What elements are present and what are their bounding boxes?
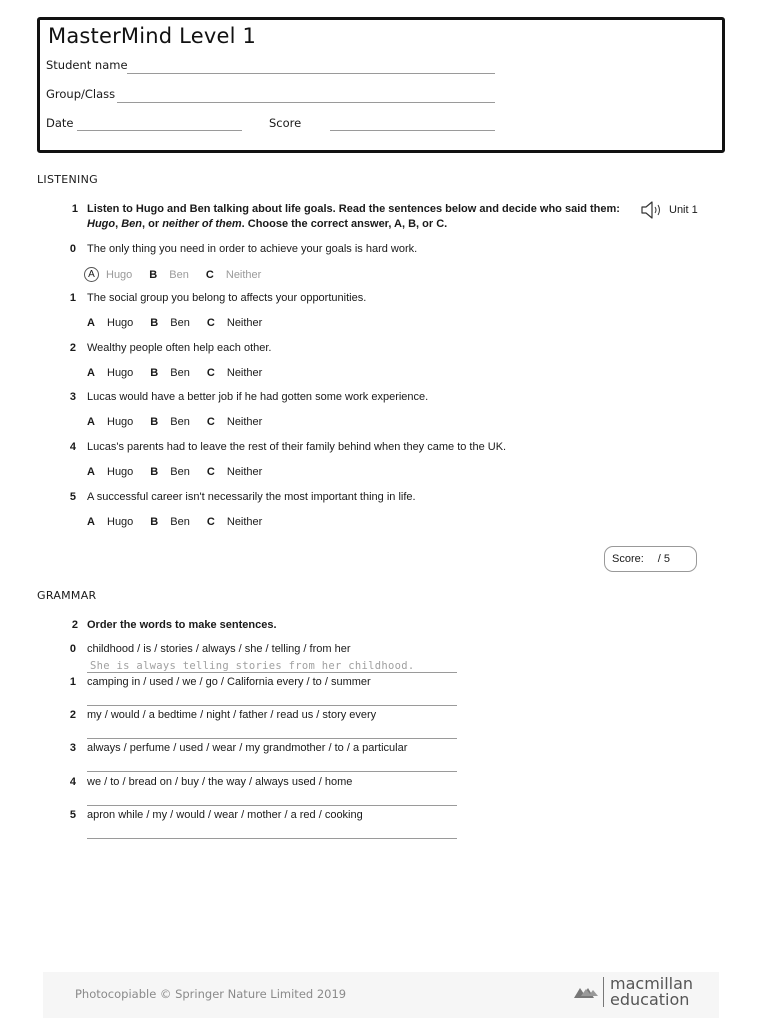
option-value: Hugo — [106, 268, 133, 281]
option-letter: A — [87, 516, 95, 528]
option-letter: C — [206, 466, 215, 478]
group-class-label: Group/Class — [46, 87, 116, 101]
option-c[interactable] — [207, 317, 262, 329]
listening-section-title: LISTENING — [37, 173, 98, 186]
score-label: Score: — [612, 553, 644, 565]
grammar-item-text: childhood / is / stories / always / she / telling / from her — [87, 643, 351, 655]
option-b[interactable] — [150, 416, 190, 428]
page-footer — [43, 972, 719, 1018]
audio-track[interactable] — [641, 201, 698, 219]
copyright-text: Photocopiable © Springer Nature Limited 2019 — [75, 987, 347, 1001]
instruction-sep2: , or — [142, 218, 163, 230]
grammar-item-text: we / to / bread on / buy / the way / always used / home — [87, 776, 353, 788]
answer-line[interactable] — [87, 838, 457, 839]
option-c[interactable] — [207, 466, 262, 478]
score-total: / 5 — [657, 553, 671, 565]
listening-item-text: A successful career isn't necessarily the most important thing in life. — [87, 491, 416, 503]
option-letter: B — [150, 466, 159, 478]
option-letter: C — [205, 268, 214, 281]
option-value: Ben — [169, 268, 189, 281]
option-letter: B — [150, 416, 159, 428]
option-letter: B — [150, 516, 159, 528]
instruction-ben: Ben — [121, 218, 143, 230]
listening-item-number: 3 — [69, 391, 76, 403]
brand-line1: macmillan — [610, 974, 694, 993]
student-name-field[interactable] — [127, 73, 495, 74]
option-c[interactable] — [207, 516, 262, 528]
option-letter: C — [206, 317, 215, 329]
option-value: Hugo — [107, 516, 134, 528]
grammar-item-text: my / would / a bedtime / night / father / read us / story every — [87, 709, 377, 721]
option-value: Ben — [170, 466, 190, 478]
listening-item-text: Lucas's parents had to leave the rest of their family behind when they came to the UK. — [87, 441, 507, 453]
answer-line[interactable] — [87, 771, 457, 772]
option-b[interactable] — [150, 317, 190, 329]
option-b[interactable] — [150, 466, 190, 478]
option-a-example — [84, 267, 132, 282]
option-value: Neither — [226, 466, 263, 478]
option-letter: A — [87, 317, 95, 329]
grammar-item-text: camping in / used / we / go / California every / to / summer — [87, 676, 371, 688]
option-b[interactable] — [150, 516, 190, 528]
logo-divider — [603, 977, 604, 1007]
option-letter: A — [87, 416, 95, 428]
page-title: MasterMind Level 1 — [48, 24, 257, 48]
option-a[interactable] — [87, 466, 133, 478]
score-label: Score — [269, 116, 302, 130]
listening-item-text: The social group you belong to affects your opportunities. — [87, 292, 367, 304]
option-value: Neither — [226, 516, 263, 528]
listening-instruction — [87, 202, 632, 232]
grammar-section-title: GRAMMAR — [37, 589, 97, 602]
option-value: Ben — [170, 416, 190, 428]
option-a[interactable] — [87, 367, 133, 379]
option-value: Ben — [170, 367, 190, 379]
instruction-rest: . Choose the correct answer, A, B, or C. — [241, 218, 448, 230]
macmillan-logo — [573, 976, 693, 1008]
option-letter: B — [149, 268, 158, 281]
listening-options-example — [84, 267, 278, 282]
brand-line2: education — [610, 990, 690, 1009]
listening-question-number: 1 — [71, 203, 78, 215]
grammar-item-number: 5 — [69, 809, 76, 821]
date-label: Date — [46, 116, 74, 130]
example-answer: She is always telling stories from her childhood. — [90, 660, 415, 672]
option-value: Neither — [226, 317, 263, 329]
option-value: Ben — [170, 516, 190, 528]
listening-item-number: 2 — [69, 342, 76, 354]
option-c[interactable] — [207, 416, 262, 428]
score-field[interactable] — [330, 130, 495, 131]
option-c-example — [206, 267, 261, 282]
circled-answer-a: A — [84, 267, 99, 282]
grammar-item-text: always / perfume / used / wear / my grandmother / to / a particular — [87, 742, 408, 754]
student-info-box — [37, 17, 725, 153]
option-letter: B — [150, 367, 159, 379]
listening-options — [87, 416, 279, 428]
option-letter: C — [206, 367, 215, 379]
grammar-item-number: 2 — [69, 709, 76, 721]
option-a[interactable] — [87, 317, 133, 329]
audio-label: Unit 1 — [669, 204, 698, 216]
speaker-icon — [641, 201, 663, 219]
listening-options — [87, 466, 279, 478]
brand-name — [610, 976, 693, 1008]
instruction-sep1: , — [115, 218, 122, 230]
answer-line-example — [87, 672, 457, 673]
grammar-item-text: apron while / my / would / wear / mother / a red / cooking — [87, 809, 363, 821]
option-b[interactable] — [150, 367, 190, 379]
student-name-label: Student name — [46, 58, 128, 72]
option-a[interactable] — [87, 516, 133, 528]
listening-item-text: The only thing you need in order to achieve your goals is hard work. — [87, 243, 418, 255]
date-field[interactable] — [77, 130, 242, 131]
listening-options — [87, 367, 279, 379]
answer-line[interactable] — [87, 705, 457, 706]
option-value: Neither — [226, 367, 263, 379]
option-value: Neither — [226, 416, 263, 428]
option-letter: B — [150, 317, 159, 329]
option-value: Ben — [170, 317, 190, 329]
option-a[interactable] — [87, 416, 133, 428]
option-value: Neither — [225, 268, 262, 281]
grammar-instruction: Order the words to make sentences. — [87, 619, 277, 631]
option-letter: A — [87, 466, 95, 478]
instruction-hugo: Hugo — [87, 218, 116, 230]
option-letter: C — [206, 416, 215, 428]
listening-score-box[interactable] — [604, 546, 697, 572]
option-b-example — [149, 267, 189, 282]
grammar-item-number: 3 — [69, 742, 76, 754]
listening-item-number: 5 — [69, 491, 76, 503]
option-value: Hugo — [107, 466, 134, 478]
grammar-item-number: 4 — [69, 776, 76, 788]
grammar-item-number: 1 — [69, 676, 76, 688]
instruction-neither: neither of them — [162, 218, 242, 230]
listening-item-number: 1 — [69, 292, 76, 304]
option-letter: A — [87, 367, 95, 379]
option-value: Hugo — [107, 367, 134, 379]
option-value: Hugo — [107, 416, 134, 428]
listening-options — [87, 516, 279, 528]
option-letter: C — [206, 516, 215, 528]
answer-line[interactable] — [87, 738, 457, 739]
option-c[interactable] — [207, 367, 262, 379]
group-class-field[interactable] — [117, 102, 495, 103]
instruction-line1: Listen to Hugo and Ben talking about life goals. Read the sentences below and decide who said them: — [87, 203, 620, 215]
listening-item-number: 4 — [69, 441, 76, 453]
listening-item-text: Lucas would have a better job if he had gotten some work experience. — [87, 391, 429, 403]
grammar-item-number: 0 — [69, 643, 76, 655]
macmillan-mark-icon — [573, 982, 599, 1002]
grammar-question-number: 2 — [71, 619, 78, 631]
answer-line[interactable] — [87, 805, 457, 806]
listening-item-number: 0 — [69, 243, 76, 255]
listening-item-text: Wealthy people often help each other. — [87, 342, 272, 354]
listening-options — [87, 317, 279, 329]
option-value: Hugo — [107, 317, 134, 329]
